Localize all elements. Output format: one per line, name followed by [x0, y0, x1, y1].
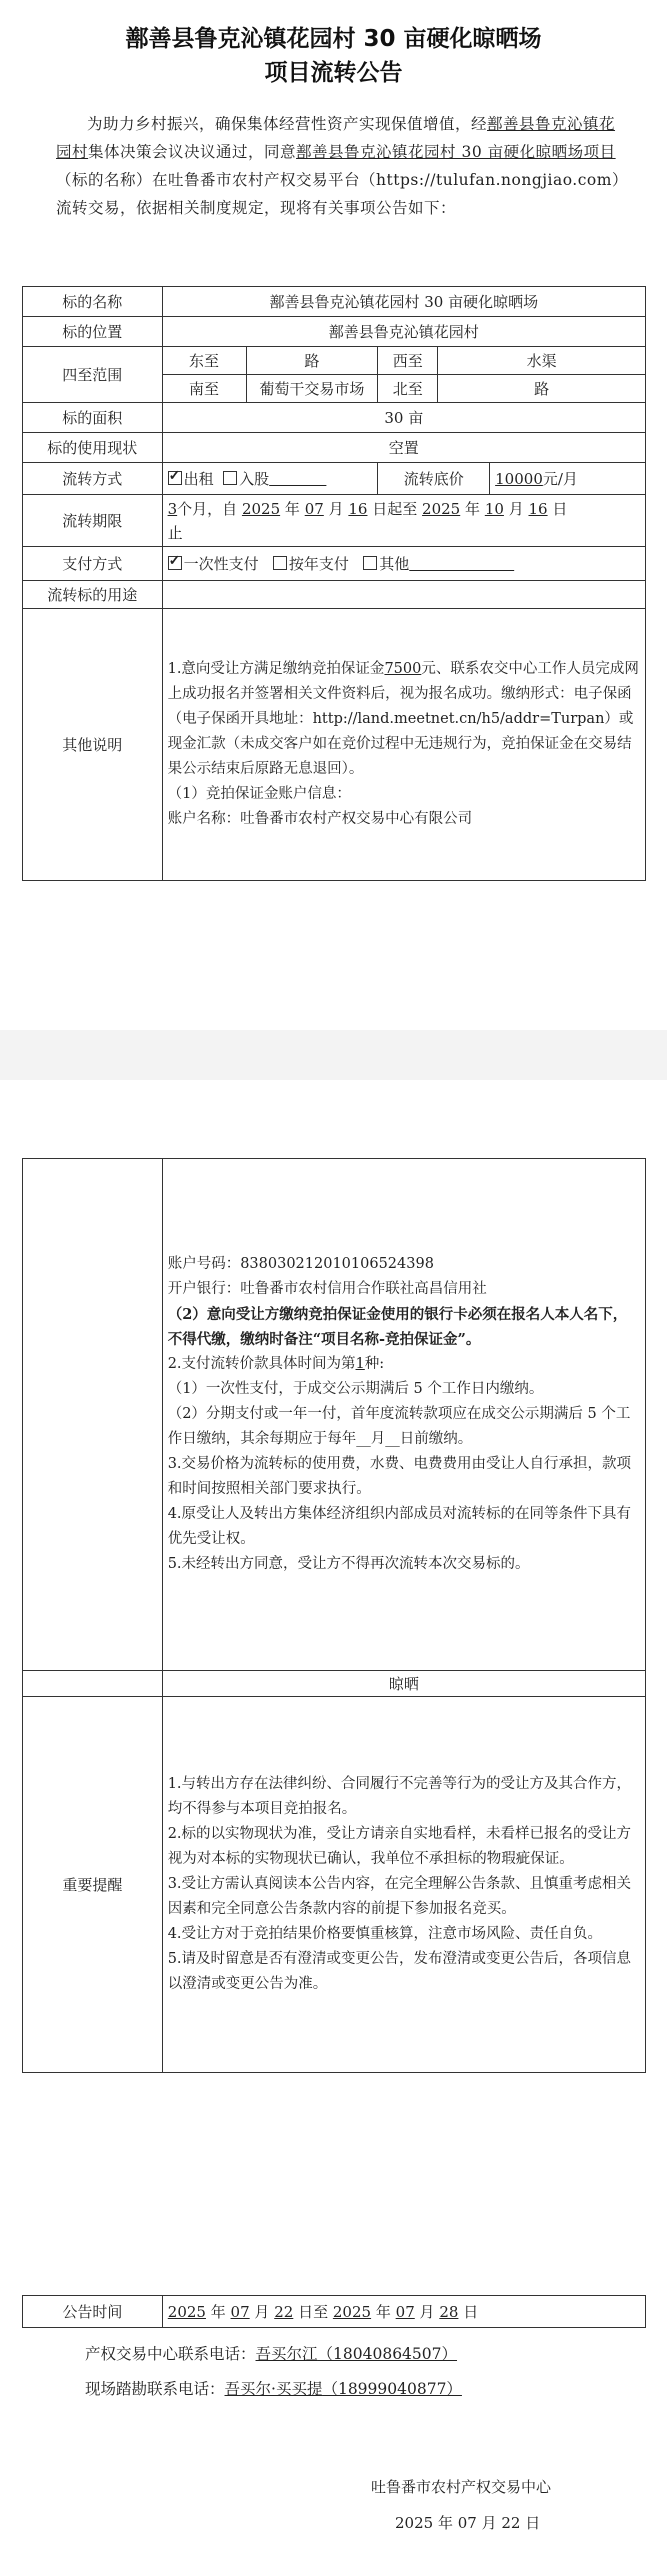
notice-text: 年: [375, 2303, 391, 2321]
term-text: 日起至: [372, 499, 418, 518]
term-end-year: 2025: [422, 499, 461, 518]
intro-text: （标的名称）在吐鲁番市农村产权交易平台（https://tulufan.nongjiao.com）流转交易，依据相关制度规定，现将有关事项公告如下：: [56, 171, 621, 217]
intro-village: 鄯善县鲁克沁镇花园村: [56, 115, 616, 161]
notice-label: 公告时间: [23, 2296, 163, 2328]
status-label: 标的使用现状: [23, 433, 163, 463]
south-value: 葡萄干交易市场: [246, 375, 378, 403]
term-text: 个月，自: [177, 499, 238, 518]
term-text: 止: [167, 523, 183, 542]
note-text: 种:: [364, 1356, 385, 1372]
west-label: 西至: [378, 347, 438, 375]
checkbox-checked-icon[interactable]: [168, 556, 182, 570]
term-text: 月: [508, 499, 524, 518]
notice-text: 月: [419, 2303, 435, 2321]
notice-start-year: 2025: [167, 2303, 206, 2321]
bounds-label: 四至范围: [23, 347, 163, 403]
notice-period: [162, 2296, 645, 2328]
contact-label: 产权交易中心联系电话：: [85, 2345, 256, 2363]
method-label: 流转方式: [23, 463, 163, 495]
account-number: 账户号码：838030212010106524398: [167, 1256, 434, 1272]
notice-end-day: 28: [439, 2303, 459, 2321]
note-text: 1.意向受让方满足缴纳竞拍保证金: [167, 661, 385, 677]
base-price-unit: 元/月: [542, 470, 578, 488]
reminder-5: 5.请及时留意是否有澄清或变更公告，发布澄清或变更公告后，各项信息以澄清或变更公告为准。: [167, 1951, 632, 1992]
notice-text: 日: [463, 2303, 479, 2321]
payment-option-other: 其他: [379, 555, 410, 573]
location-label: 标的位置: [23, 317, 163, 347]
checkbox-checked-icon[interactable]: [168, 471, 182, 485]
page-gap: [0, 1030, 667, 1080]
contact-name: 吾买尔·买买提: [224, 2380, 323, 2398]
title-line-2: 项目流转公告: [264, 60, 403, 86]
notice-end-month: 07: [395, 2303, 415, 2321]
south-label: 南至: [162, 375, 246, 403]
reminder-2: 2.标的以实物现状为准，受让方请亲自实地看样，未看样已报名的受让方视为对本标的实物现状已确认，我单位不承担标的物瑕疵保证。: [167, 1826, 632, 1867]
footer-org: 吐鲁番市农村产权交易中心: [371, 2478, 552, 2496]
contact-phone[interactable]: （18999040877）: [322, 2380, 462, 2398]
term-text: 月: [328, 499, 344, 518]
name-value: 鄯善县鲁克沁镇花园村 30 亩硬化晾晒场: [162, 287, 645, 317]
notice-text: 年: [210, 2303, 226, 2321]
intro-project-name: 鄯善县鲁克沁镇花园村 30 亩硬化晾晒场项目: [296, 143, 616, 161]
payment-option-lump: 一次性支付: [183, 555, 259, 573]
contact-trade-center: [85, 2342, 457, 2364]
east-label: 东至: [162, 347, 246, 375]
term-start-year: 2025: [241, 499, 281, 518]
other-note-3: 账户名称：吐鲁番市农村产权交易中心有限公司: [167, 811, 473, 827]
reminder-1: 1.与转出方存在法律纠纷、合同履行不完善等行为的受让方及其合作方，均不得参与本项目竞拍报名。: [167, 1776, 632, 1817]
notice-text: 日至: [298, 2303, 329, 2321]
payment-option-yearly: 按年支付: [288, 555, 349, 573]
other-note-2: （1）竞拍保证金账户信息：: [167, 786, 351, 802]
page-2: [0, 1080, 667, 2554]
term-end-month: 10: [484, 499, 504, 518]
reminder-label: 重要提醒: [23, 1697, 163, 2073]
base-price-label: 流转底价: [378, 463, 490, 495]
payment-label: 支付方式: [23, 547, 163, 581]
name-label: 标的名称: [23, 287, 163, 317]
title-line-1: 鄯善县鲁克沁镇花园村 30 亩硬化晾晒场: [125, 26, 542, 52]
method-option-shares: 入股: [239, 470, 270, 488]
contact-label: 现场踏勘联系电话：: [85, 2380, 225, 2398]
base-price-cell: [490, 463, 646, 495]
contact-phone[interactable]: （18040864507）: [317, 2345, 458, 2363]
listing-table-continued: [22, 1158, 646, 2073]
contact-name: 吾买尔江: [255, 2345, 318, 2363]
base-price-value: 10000: [495, 470, 543, 488]
payment-options: [162, 547, 645, 581]
intro-text: 为助力乡村振兴，确保集体经营性资产实现保值增值，经: [87, 115, 488, 133]
east-value: 路: [246, 347, 378, 375]
method-option-rent: 出租: [183, 470, 214, 488]
note-5: 5.未经转出方同意，受让方不得再次流转本次交易标的。: [167, 1556, 530, 1572]
reminder-notes: [162, 1697, 645, 2073]
checkbox-icon[interactable]: [223, 471, 237, 485]
pay-time-option: 1: [355, 1356, 365, 1372]
other-note-1: [168, 657, 640, 782]
deposit-amount: 7500: [384, 661, 422, 677]
bank-name: 开户银行：吐鲁番市农村信用合作联社高昌信用社: [167, 1281, 487, 1297]
notice-period-table: [22, 2295, 646, 2328]
north-value: 路: [438, 375, 646, 403]
notice-start-month: 07: [230, 2303, 250, 2321]
listing-table: [22, 286, 646, 881]
notice-start-day: 22: [274, 2303, 294, 2321]
term-end-day: 16: [528, 499, 548, 518]
term-text: 日: [552, 499, 568, 518]
term-start-day: 16: [348, 499, 368, 518]
note-text: 2.支付流转价款具体时间为第: [167, 1356, 356, 1372]
use-value: 晾晒: [162, 1671, 645, 1697]
footer-date: 2025 年 07 月 22 日: [395, 2514, 541, 2532]
other-notes: [162, 609, 645, 881]
area-value: 30 亩: [162, 403, 645, 433]
contact-site-visit: [85, 2377, 462, 2399]
note-3: 3.交易价格为流转标的使用费，水费、电费费用由受让人自行承担，款项和时间按照相关部门要求执行。: [167, 1456, 632, 1497]
use-label: 流转标的用途: [23, 581, 163, 609]
reminder-4: 4.受让方对于竞拍结果价格要慎重核算，注意市场风险、责任自负。: [167, 1926, 603, 1942]
notice-end-year: 2025: [332, 2303, 372, 2321]
page-title: [0, 22, 667, 90]
other-label: 其他说明: [23, 609, 163, 881]
pay-time: [168, 1352, 640, 1377]
page-1: [0, 0, 667, 1030]
term-text: 年: [284, 499, 300, 518]
status-value: 空置: [162, 433, 645, 463]
method-options: [162, 463, 378, 495]
pay-option-2: （2）分期支付或一年一付，首年度流转款项应在成交公示期满后 5 个工作日缴纳，其余每期应于每年__月__日前缴纳。: [167, 1406, 631, 1447]
term-months: 3: [167, 499, 178, 518]
note-deposit-card: （2）意向受让方缴纳竞拍保证金使用的银行卡必须在报名人本人名下，不得代缴，缴纳时备注“项目名称-竞拍保证金”。: [167, 1306, 628, 1348]
note-4: 4.原受让人及转出方集体经济组织内部成员对流转标的在同等条件下具有优先受让权。: [167, 1506, 632, 1547]
location-value: 鄯善县鲁克沁镇花园村: [162, 317, 645, 347]
term-text: 年: [465, 499, 481, 518]
intro-text: 集体决策会议决议通过，同意: [88, 143, 297, 161]
reminder-3: 3.受让方需认真阅读本公告内容，在完全理解公告条款、且慎重考虑相关因素和完全同意公告条款内容的前提下参加报名竞买。: [167, 1876, 632, 1917]
intro-paragraph: [56, 110, 624, 222]
note-text: 元、联系农交中心工作人员完成网上成功报名并签署相关文件资料后，视为报名成功。缴纳形式：电子保函（电子保函开具地址：http://land.meetnet.cn/h5/addr=Turpan）或现金汇款（未成交客户如在竞价过程中无违规行为，竞拍保证金在交易结果公示结束后原路无息退回）。: [167, 661, 639, 777]
term-label: 流转期限: [23, 495, 163, 547]
checkbox-icon[interactable]: [363, 556, 377, 570]
west-value: 水渠: [438, 347, 646, 375]
area-label: 标的面积: [23, 403, 163, 433]
notice-text: 月: [254, 2303, 270, 2321]
continued-notes: [162, 1159, 645, 1671]
term-value: [162, 495, 645, 547]
term-start-month: 07: [304, 499, 324, 518]
checkbox-icon[interactable]: [273, 556, 287, 570]
north-label: 北至: [378, 375, 438, 403]
pay-option-1: （1）一次性支付，于成交公示期满后 5 个工作日内缴纳。: [167, 1381, 544, 1397]
